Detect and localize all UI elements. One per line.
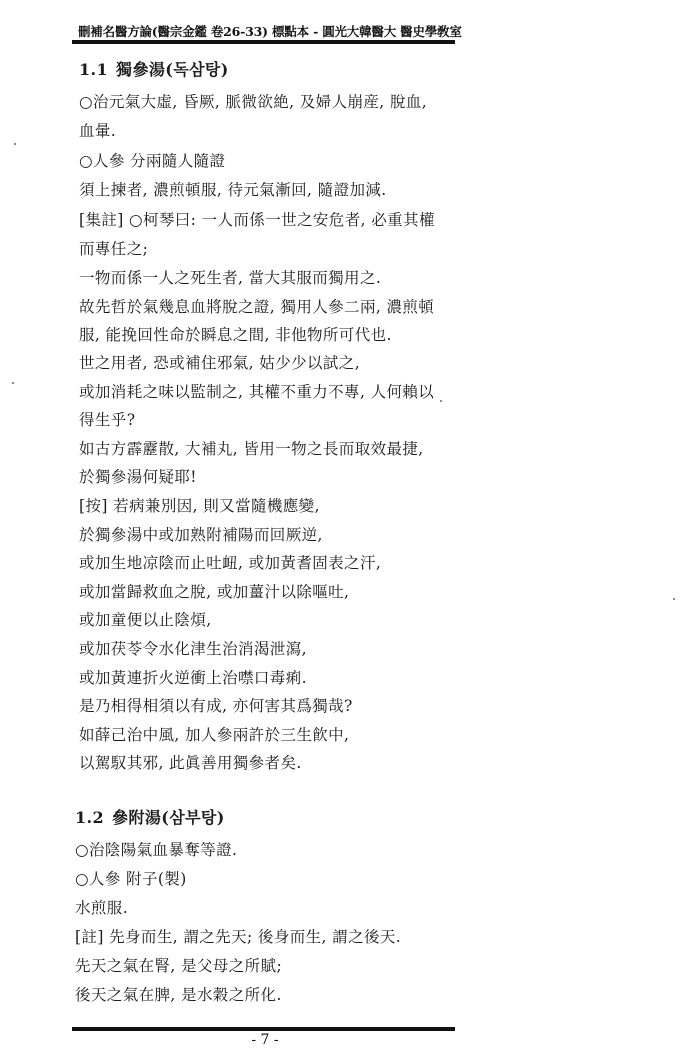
- text-line: 或加童便以止陰煩,: [79, 611, 212, 629]
- running-header: 刪補名醫方論(醫宗金鑑 卷26-33) 標點本 - 圓光大韓醫大 醫史學敎室: [78, 24, 462, 39]
- text-line: 於獨參湯何疑耶!: [79, 468, 197, 486]
- text-line: [按] 若病兼別因, 則又當隨機應變,: [79, 497, 320, 515]
- section-title: 獨參湯(독삼탕): [116, 60, 229, 79]
- text-line: 服, 能挽回性命於瞬息之間, 非他物所可代也.: [79, 326, 392, 344]
- text-line: 如薛己治中風, 加人參兩許於三生飮中,: [79, 726, 350, 744]
- text-line: ○人參 附子(製): [75, 870, 187, 888]
- text-line: 世之用者, 恐或補住邪氣, 姑少少以試之,: [79, 354, 361, 372]
- header-rule: [72, 40, 455, 44]
- text-line: 以駕馭其邪, 此眞善用獨參者矣.: [79, 754, 302, 772]
- text-line: 而專任之;: [79, 240, 149, 258]
- section-heading-dokcham: [79, 60, 229, 80]
- text-line: 故先哲於氣幾息血將脫之證, 獨用人參二兩, 濃煎頓: [79, 298, 435, 316]
- text-line: [集註] ○柯琴曰: 一人而係一世之安危者, 必重其權: [79, 211, 435, 229]
- section-heading-chambu: [75, 808, 225, 828]
- section-number: 1.2: [75, 808, 105, 827]
- section-number: 1.1: [79, 60, 109, 79]
- text-line: 於獨參湯中或加熟附補陽而回厥逆,: [79, 526, 323, 544]
- scan-speck: [673, 598, 675, 600]
- text-line: ○治元氣大虛, 昏厥, 脈微欲絶, 及婦人崩産, 脫血,: [79, 93, 428, 111]
- text-line: 後天之氣在脾, 是水穀之所化.: [75, 986, 282, 1004]
- text-line: 先天之氣在腎, 是父母之所賦;: [75, 957, 283, 975]
- text-line: [註] 先身而生, 謂之先天; 後身而生, 謂之後天.: [75, 928, 402, 946]
- section-title: 參附湯(삼부탕): [112, 808, 225, 827]
- text-line: 得生乎?: [79, 411, 136, 429]
- text-line: 血暈.: [79, 122, 117, 140]
- text-line: 或加生地凉陰而止吐衄, 或加黃耆固表之汗,: [79, 554, 382, 572]
- scan-speck: [14, 143, 16, 145]
- footer-rule: [72, 1027, 455, 1031]
- text-line: 如古方霹靂散, 大補丸, 皆用一物之長而取效最捷,: [79, 440, 424, 458]
- text-line: 一物而係一人之死生者, 當大其服而獨用之.: [79, 269, 382, 287]
- page-number: - 7 -: [251, 1032, 279, 1048]
- text-line: 或加黃連折火逆衝上治噤口毒痢.: [79, 669, 307, 687]
- text-line: 或加茯苓令水化津生治消渴泄瀉,: [79, 640, 307, 658]
- text-line: 水煎服.: [75, 899, 129, 917]
- text-line: 須上揀者, 濃煎頓服, 待元氣漸回, 隨證加減.: [79, 181, 387, 199]
- scan-speck: [12, 382, 14, 384]
- text-line: 或加消耗之味以監制之, 其權不重力不專, 人何賴以: [79, 383, 435, 401]
- text-line: 是乃相得相須以有成, 亦何害其爲獨哉?: [79, 697, 353, 715]
- text-line: ○治陰陽氣血暴奪等證.: [75, 841, 238, 859]
- scan-speck: [440, 400, 442, 402]
- text-line: ○人參 分兩隨人隨證: [79, 152, 226, 170]
- text-line: 或加當歸救血之脫, 或加薑汁以除嘔吐,: [79, 583, 350, 601]
